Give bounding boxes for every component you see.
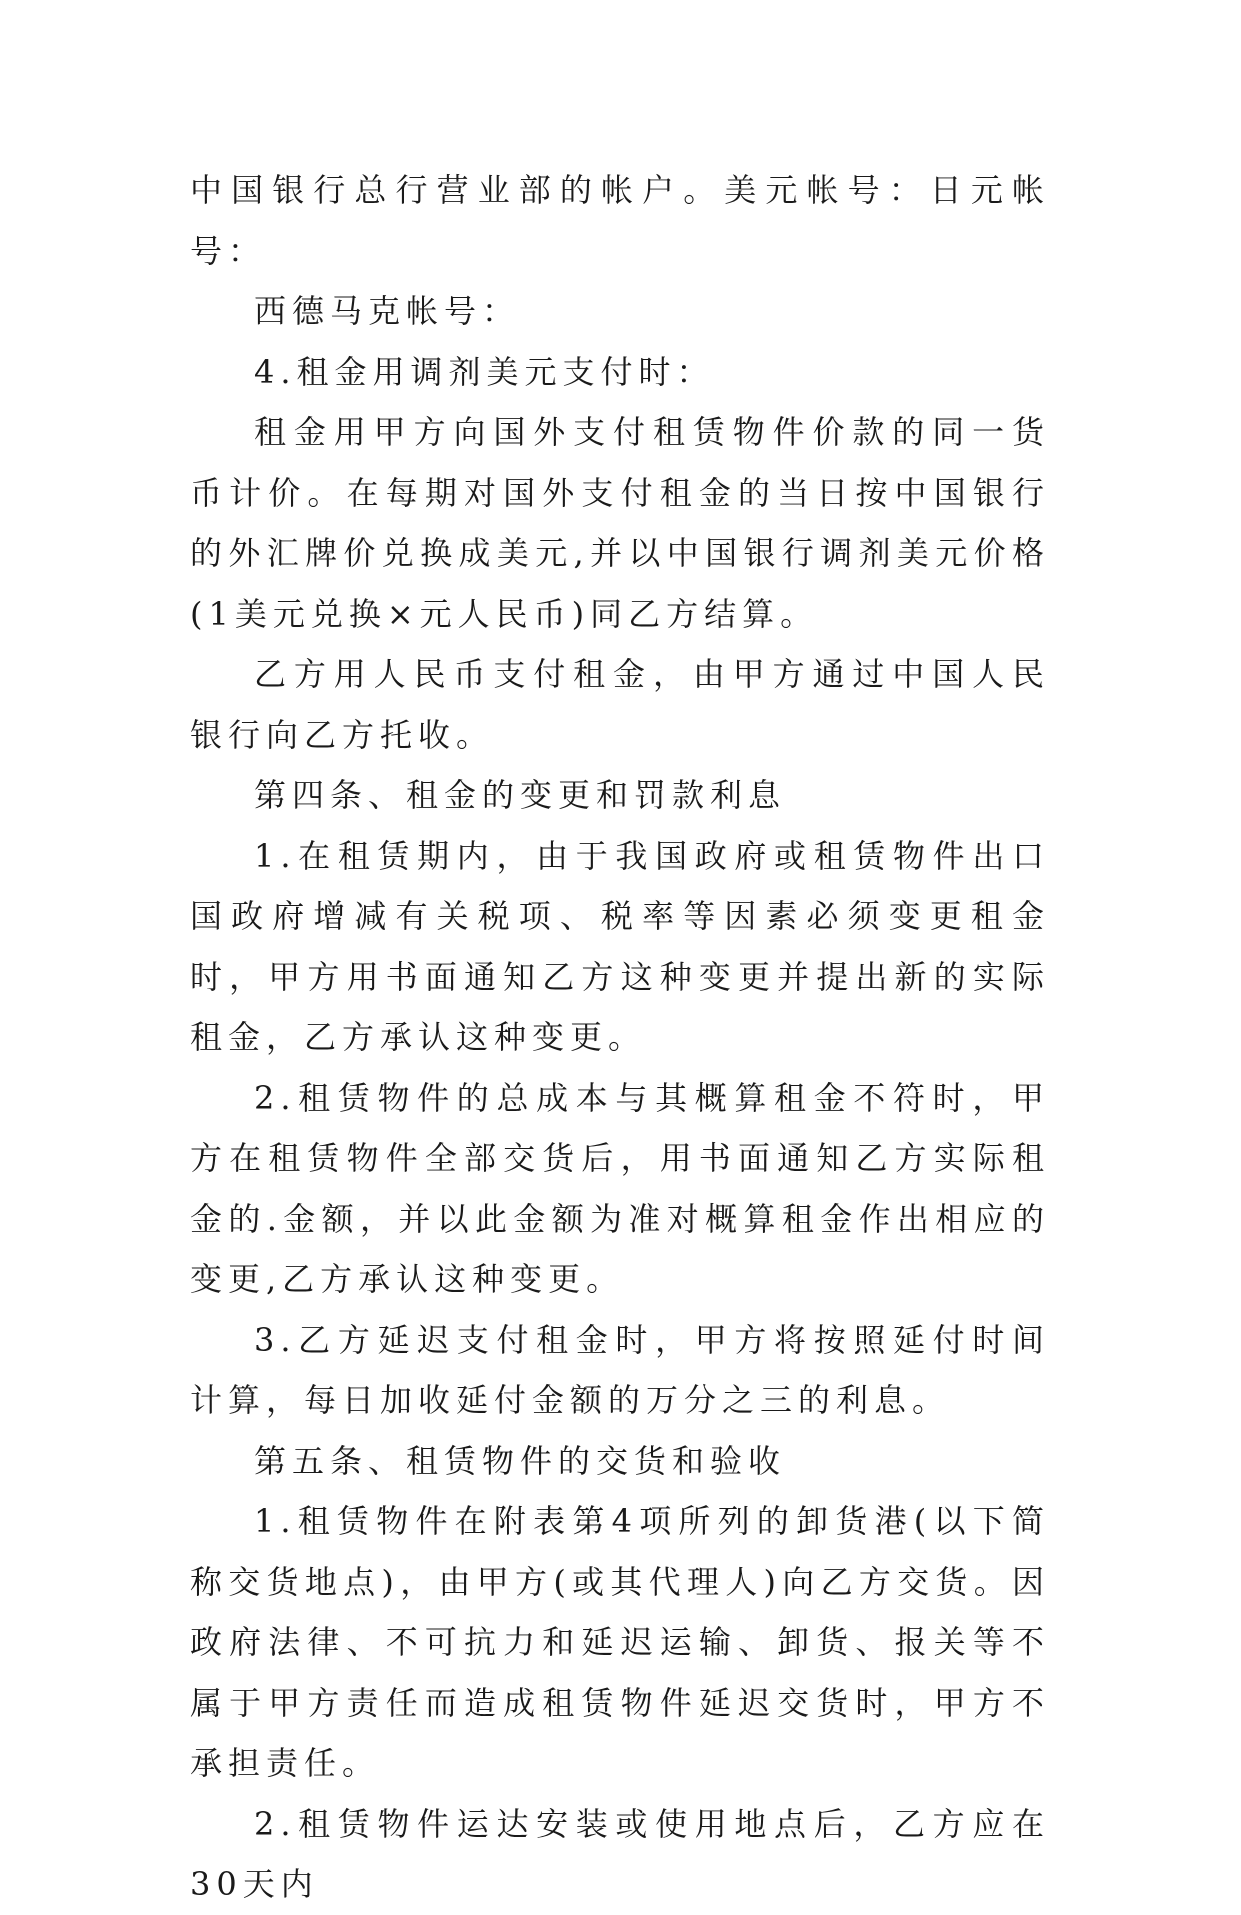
section-heading-article-4: 第四条、租金的变更和罚款利息 [254,776,787,814]
paragraph-article-4-3: 3.乙方延迟支付租金时，甲方将按照延付时间计算，每日加收延付金额的万分之三的利息。 [190,1320,1050,1419]
paragraph-rmb-payment: 乙方用人民币支付租金，由甲方通过中国人民银行向乙方托收。 [190,655,1050,754]
paragraph-article-5-2: 2.租赁物件运达安装或使用地点后，乙方应在30天内 [190,1804,1050,1903]
paragraph-clause-3-4: 4.租金用调剂美元支付时： [254,352,715,391]
paragraph-account-bank: 中国银行总行营业部的帐户。美元帐号：日元帐号： [190,171,1050,270]
paragraph-article-5-1: 1.租赁物件在附表第4项所列的卸货港(以下简称交货地点)，由甲方(或其代理人)向乙方交货。因政府法律、不可抗力和延迟运输、卸货、报关等不属于甲方责任而造成租赁物件延迟交货时，甲方不承担责任。 [190,1502,1050,1782]
section-heading-article-5: 第五条、租赁物件的交货和验收 [254,1441,787,1480]
paragraph-article-4-1: 1.在租赁期内，由于我国政府或租赁物件出口国政府增减有关税项、税率等因素必须变更租金时，甲方用书面通知乙方这种变更并提出新的实际租金，乙方承认这种变更。 [190,836,1050,1056]
paragraph-dm-account: 西德马克帐号： [254,292,521,330]
paragraph-currency-pricing: 租金用甲方向国外支付租赁物件价款的同一货币计价。在每期对国外支付租金的当日按中国银行的外汇牌价兑换成美元,并以中国银行调剂美元价格(1美元兑换×元人民币)同乙方结算。 [190,413,1050,633]
paragraph-article-4-2: 2.租赁物件的总成本与其概算租金不符时，甲方在租赁物件全部交货后，用书面通知乙方实际租金的.金额，并以此金额为准对概算租金作出相应的变更,乙方承认这种变更。 [190,1078,1050,1298]
document-body [190,160,1050,1915]
